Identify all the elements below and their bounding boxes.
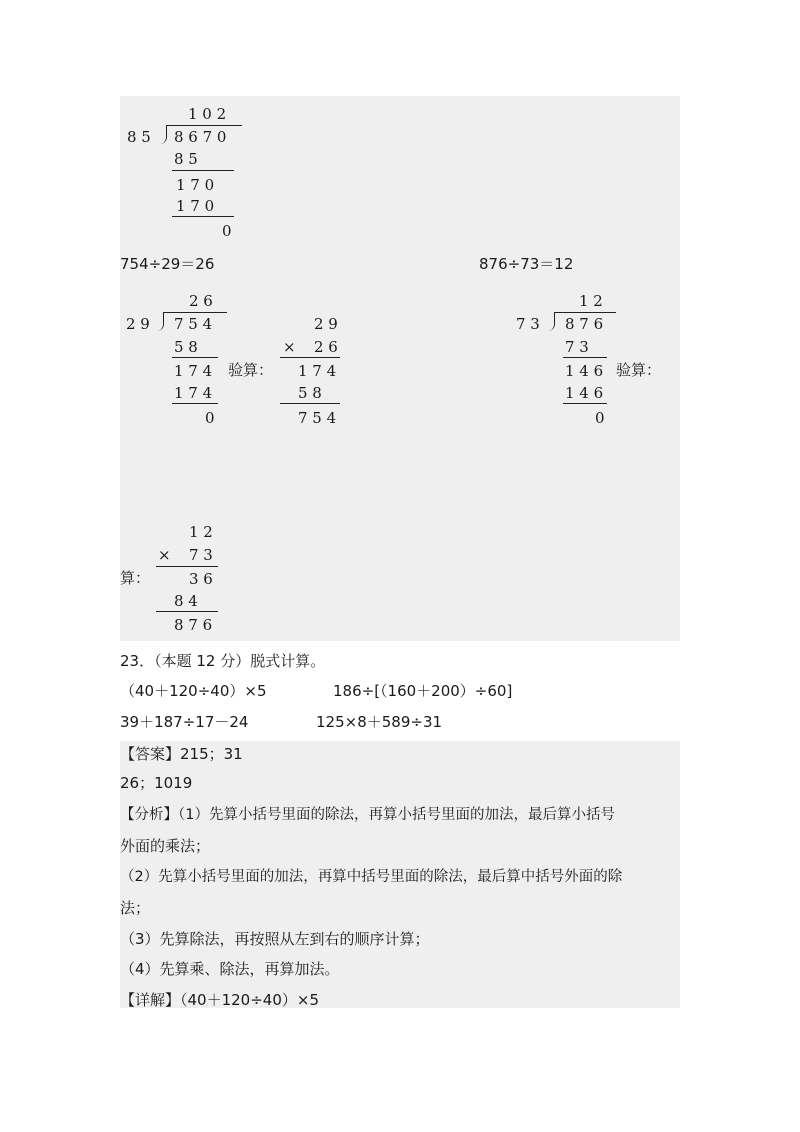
detail-line: 【详解】（40＋120÷40）×5 xyxy=(120,991,319,1009)
analysis-2: （2）先算小括号里面的加法，再算中括号里面的除法，最后算中括号外面的除 xyxy=(120,869,623,885)
multiplier: 7 3 xyxy=(189,546,213,564)
quotient: 2 6 xyxy=(189,292,213,310)
divisor: 2 9 xyxy=(126,315,150,333)
times-sign: × xyxy=(283,338,296,356)
step-line xyxy=(172,170,234,171)
step-row: 1 4 6 xyxy=(565,384,604,402)
step-line xyxy=(172,403,218,404)
analysis-4: （4）先算乘、除法，再算加法。 xyxy=(120,960,340,978)
analysis-1: 【分析】（1）先算小括号里面的除法，再算小括号里面的加法，最后算小括号 xyxy=(120,807,615,823)
times-sign: × xyxy=(158,546,171,564)
product-line xyxy=(156,611,218,612)
division-bar xyxy=(554,312,616,313)
product-line xyxy=(156,566,218,567)
product-line xyxy=(280,357,340,358)
partial-product: 1 7 4 xyxy=(298,362,337,380)
check-label: 验算： xyxy=(616,361,662,379)
step-row: 1 7 4 xyxy=(174,384,213,402)
dividend: 8 7 6 xyxy=(565,315,604,333)
division-bar xyxy=(166,125,242,126)
partial-product: 5 8 xyxy=(298,384,322,402)
remainder: 0 xyxy=(595,409,605,427)
step-line xyxy=(563,403,607,404)
check-label-fragment: 算： xyxy=(120,569,151,587)
answer-line-1: 【答案】215；31 xyxy=(120,745,243,763)
equation-876: 876÷73＝12 xyxy=(479,255,574,273)
multiplicand: 1 2 xyxy=(189,523,213,541)
partial-product: 3 6 xyxy=(189,570,213,588)
question-title: 23．（本题 12 分）脱式计算。 xyxy=(120,652,326,670)
step-row: 7 3 xyxy=(565,338,589,356)
product: 7 5 4 xyxy=(298,409,337,427)
expression-4: 125×8＋589÷31 xyxy=(316,713,443,731)
remainder: 0 xyxy=(222,222,232,240)
partial-product: 8 4 xyxy=(174,592,198,610)
expression-2: 186÷[（160＋200）÷60] xyxy=(333,682,513,700)
quotient: 1 0 2 xyxy=(188,105,227,123)
remainder: 0 xyxy=(205,409,215,427)
dividend: 8 6 7 0 xyxy=(174,128,227,146)
step-row: 8 5 xyxy=(174,150,198,168)
analysis-3: （3）先算除法，再按照从左到右的顺序计算； xyxy=(120,930,430,948)
step-line xyxy=(172,357,218,358)
equation-754: 754÷29＝26 xyxy=(120,255,215,273)
divisor: 7 3 xyxy=(516,315,540,333)
multiplier: 2 6 xyxy=(314,338,338,356)
quotient: 1 2 xyxy=(579,292,603,310)
step-row: 1 4 6 xyxy=(565,362,604,380)
product: 8 7 6 xyxy=(174,616,213,634)
expression-1: （40＋120÷40）×5 xyxy=(120,682,267,700)
step-row: 5 8 xyxy=(174,338,198,356)
expression-3: 39＋187÷17－24 xyxy=(120,713,249,731)
analysis-2b: 法； xyxy=(120,899,151,917)
divisor: 8 5 xyxy=(127,128,151,146)
step-line xyxy=(563,357,607,358)
analysis-1b: 外面的乘法； xyxy=(120,837,211,855)
multiplicand: 2 9 xyxy=(314,315,338,333)
step-row: 1 7 0 xyxy=(176,176,215,194)
step-row: 1 7 0 xyxy=(176,197,215,215)
step-row: 1 7 4 xyxy=(174,362,213,380)
dividend: 7 5 4 xyxy=(174,315,213,333)
product-line xyxy=(280,403,340,404)
check-label: 验算： xyxy=(228,361,274,379)
division-bar xyxy=(163,312,227,313)
step-line xyxy=(172,216,234,217)
answer-line-2: 26；1019 xyxy=(120,774,193,792)
